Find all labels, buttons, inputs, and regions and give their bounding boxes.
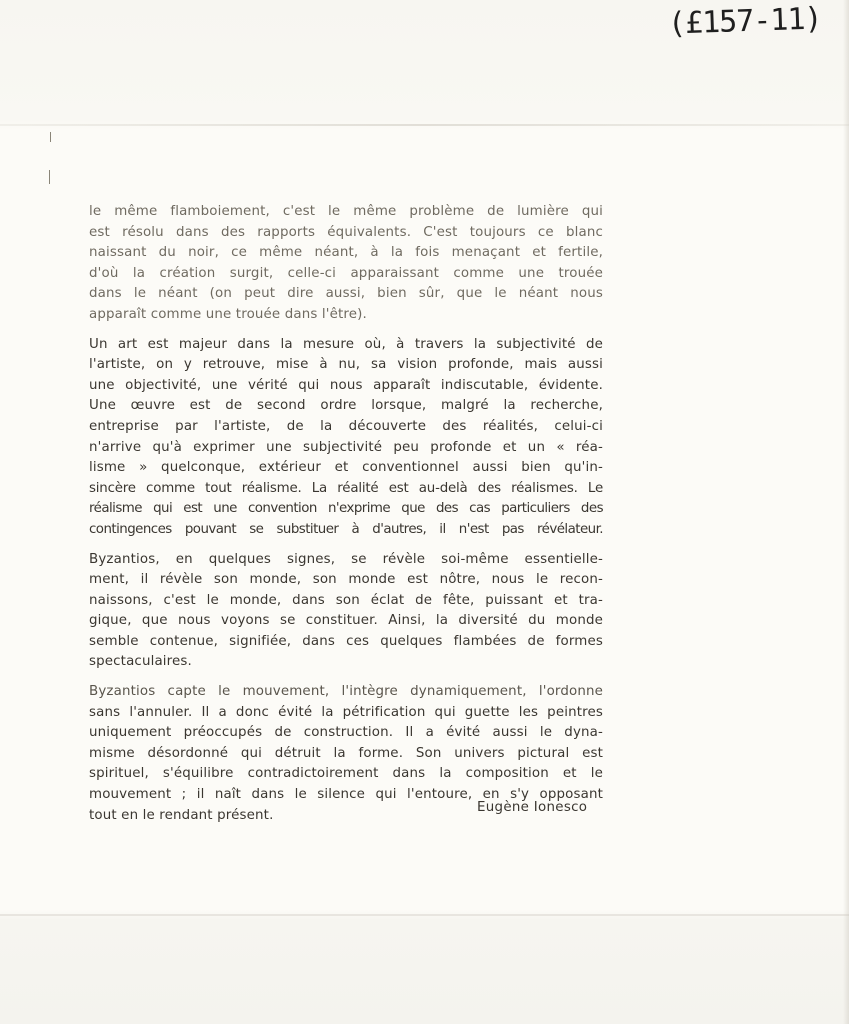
- text-line: une objectivité, une vérité qui nous apparaît indiscutable, évidente.: [89, 377, 603, 393]
- text-line: d'où la création surgit, celle-ci apparaissant comme une trouée: [89, 265, 603, 281]
- text-line: naissant du noir, ce même néant, à la fois menaçant et fertile,: [89, 245, 603, 261]
- text-line: lisme » quelconque, extérieur et conventionnel aussi bien qu'in-: [89, 460, 603, 476]
- margin-mark: [49, 170, 50, 184]
- paragraph-3: [89, 550, 603, 674]
- page-edge-shadow: [843, 0, 849, 1024]
- text-line: ment, il révèle son monde, son monde est nôtre, nous le recon-: [89, 572, 603, 588]
- text-line: sincère comme tout réalisme. La réalité est au-delà des réalismes. Le: [89, 480, 603, 496]
- handwritten-reference: (£157-11): [667, 1, 823, 42]
- page-fold-top: [0, 124, 849, 126]
- text-line: spectaculaires.: [89, 654, 192, 670]
- text-line: dans le néant (on peut dire aussi, bien sûr, que le néant nous: [89, 286, 603, 302]
- text-line: tout en le rendant présent.: [89, 807, 274, 823]
- text-line: est résolu dans des rapports équivalents. C'est toujours ce blanc: [89, 224, 603, 240]
- text-line: uniquement préoccupés de construction. Il a évité aussi le dyna-: [89, 725, 603, 741]
- text-line: Byzantios, en quelques signes, se révèle soi-même essentielle-: [89, 551, 603, 567]
- text-line: apparaît comme une trouée dans l'être).: [89, 306, 367, 322]
- text-line: n'arrive qu'à exprimer une subjectivité peu profonde et un « réa-: [89, 439, 603, 455]
- margin-mark: [50, 132, 51, 142]
- author-signature: Eugène Ionesco: [477, 800, 588, 815]
- text-line: naissons, c'est le monde, dans son éclat de fête, puissant et tra-: [89, 592, 603, 608]
- page-fold-bottom: [0, 914, 849, 916]
- text-line: réalisme qui est une convention n'exprime que des cas particuliers des: [89, 501, 603, 517]
- text-line: entreprise par l'artiste, de la découverte des réalités, celui-ci: [89, 418, 603, 434]
- text-line: spirituel, s'équilibre contradictoirement dans la composition et le: [89, 766, 603, 782]
- text-line: gique, que nous voyons se constituer. Ainsi, la diversité du monde: [89, 613, 603, 629]
- text-line: le même flamboiement, c'est le même problème de lumière qui: [89, 204, 603, 219]
- text-line: sans l'annuler. Il a donc évité la pétrification qui guette les peintres: [89, 704, 603, 720]
- text-line: l'artiste, on y retrouve, mise à nu, sa vision profonde, mais aussi: [89, 357, 603, 373]
- text-line: Un art est majeur dans la mesure où, à travers la subjectivité de: [89, 336, 603, 352]
- text-line: Une œuvre est de second ordre lorsque, malgré la recherche,: [89, 398, 603, 414]
- text-line: mouvement ; il naît dans le silence qui l'entoure, en s'y opposant: [89, 787, 603, 803]
- text-line: Byzantios capte le mouvement, l'intègre dynamiquement, l'ordonne: [89, 684, 603, 700]
- text-line: semble contenue, signifiée, dans ces quelques flambées de formes: [89, 633, 603, 649]
- text-line: contingences pouvant se substituer à d'autres, il n'est pas révélateur.: [89, 521, 603, 537]
- paragraph-1: [89, 202, 603, 326]
- paragraph-2: [89, 335, 603, 541]
- text-line: misme désordonné qui détruit la forme. Son univers pictural est: [89, 745, 603, 761]
- body-text: [89, 202, 603, 835]
